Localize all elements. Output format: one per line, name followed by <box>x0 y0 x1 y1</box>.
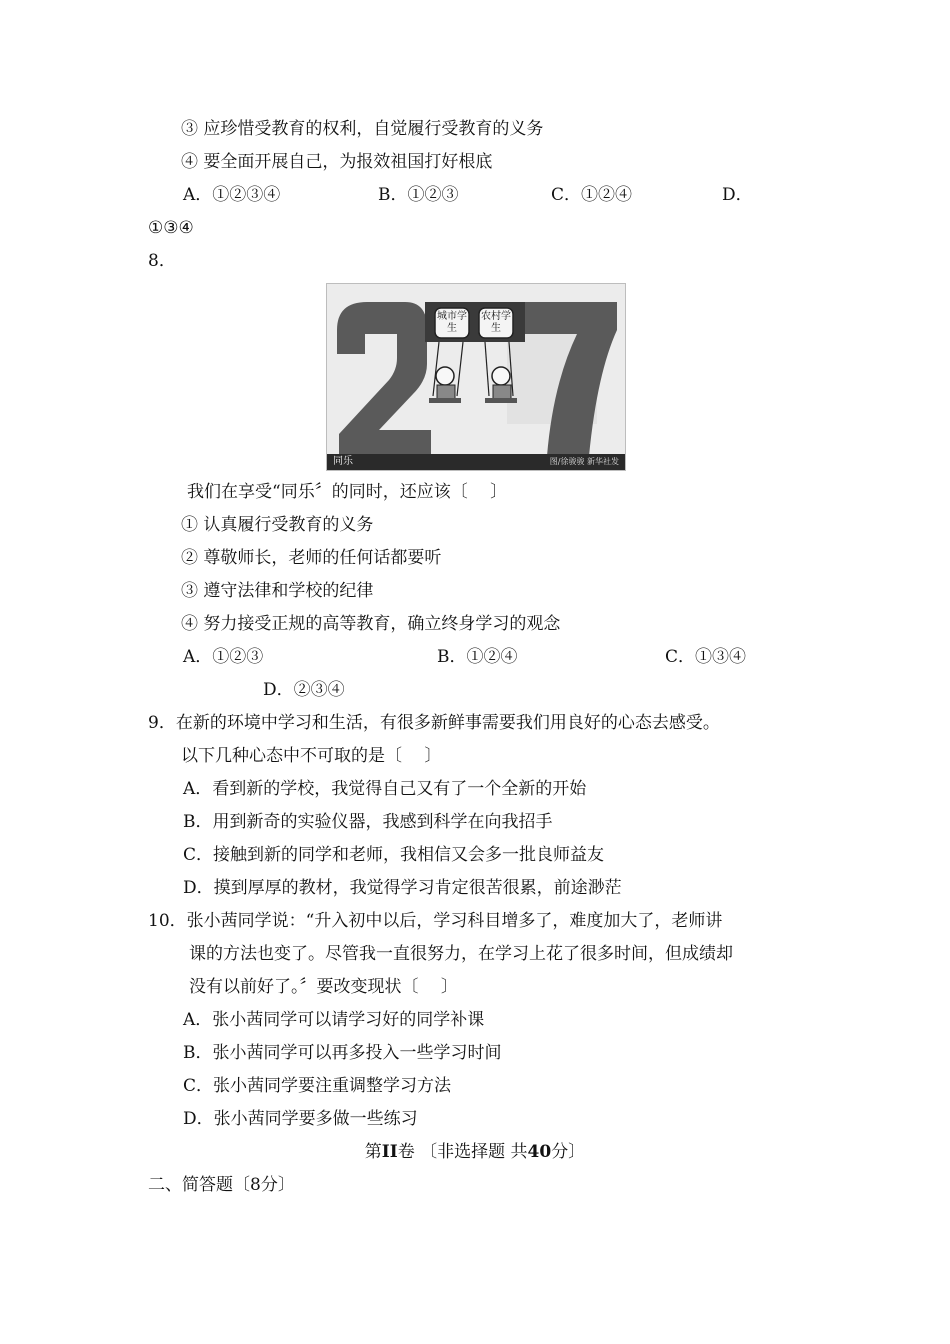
section-2-pre: 第 <box>364 1142 382 1162</box>
q9-option-c: C．接触到新的同学和老师，我相信又会多一批良师益友 <box>183 845 605 865</box>
q10-option-b: B．张小茜同学可以再多投入一些学习时间 <box>183 1043 502 1063</box>
section-2-post: 分〕 <box>551 1142 586 1162</box>
q10-stem-line-2: 课的方法也变了。尽管我一直很努力，在学习上花了很多时间，但成绩却 <box>189 944 733 964</box>
section-2-heading <box>0 1140 950 1164</box>
cartoon-credit: 图/徐骏骏 新华社发 <box>549 457 619 466</box>
section-2-score: 40 <box>527 1142 552 1162</box>
q10-option-a: A．张小茜同学可以请学习好的同学补课 <box>183 1010 485 1030</box>
q8-cartoon-image <box>326 283 626 471</box>
part-2-heading: 二、简答题〔8分〕 <box>148 1175 295 1195</box>
q8-item-1: ① 认真履行受教育的义务 <box>181 515 374 535</box>
q9-stem-line-1: 9．在新的环境中学习和生活，有很多新鲜事需要我们用良好的心态去感受。 <box>148 713 720 733</box>
q9-option-b: B．用到新奇的实验仪器，我感到科学在向我招手 <box>183 812 553 832</box>
q7-option-d-label: D． <box>722 185 753 205</box>
q10-option-c: C．张小茜同学要注重调整学习方法 <box>183 1076 452 1096</box>
q9-stem-line-2: 以下几种心态中不可取的是〔 〕 <box>181 746 442 766</box>
cartoon-sign-rural-students: 农村学生 <box>481 311 511 334</box>
q10-option-d: D．张小茜同学要多做一些练习 <box>183 1109 418 1129</box>
cartoon-caption: 同乐 <box>333 456 353 467</box>
q7-item-3: ③ 应珍惜受教育的权利，自觉履行受教育的义务 <box>181 119 544 139</box>
q8-option-b: B．①②④ <box>437 647 518 667</box>
section-2-roman: II <box>381 1142 398 1162</box>
q7-option-b: B．①②③ <box>378 185 459 205</box>
section-2-mid: 卷 〔非选择题 共 <box>397 1142 528 1162</box>
q8-number: 8． <box>148 251 176 271</box>
cartoon-sign-city-students: 城市学生 <box>437 311 467 334</box>
q8-option-d: D．②③④ <box>263 680 345 700</box>
q8-option-a: A．①②③ <box>183 647 264 667</box>
q9-option-a: A．看到新的学校，我觉得自己又有了一个全新的开始 <box>183 779 587 799</box>
q7-option-a: A．①②③④ <box>183 185 281 205</box>
q8-item-2: ② 尊敬师长，老师的任何话都要听 <box>181 548 442 568</box>
q9-option-d: D．摸到厚厚的教材，我觉得学习肯定很苦很累，前途渺茫 <box>183 878 622 898</box>
q7-option-c: C．①②④ <box>551 185 633 205</box>
q8-option-c: C．①③④ <box>665 647 747 667</box>
q10-stem-line-1: 10．张小茜同学说：“升入初中以后，学习科目增多了，难度加大了，老师讲 <box>148 911 723 931</box>
q10-stem-line-3: 没有以前好了。〞要改变现状〔 〕 <box>189 977 458 997</box>
q7-option-d-value: ①③④ <box>148 218 194 238</box>
q8-stem: 我们在享受“同乐〞的同时，还应该〔 〕 <box>187 482 508 502</box>
q8-item-3: ③ 遵守法律和学校的纪律 <box>181 581 374 601</box>
q8-item-4: ④ 努力接受正规的高等教育，确立终身学习的观念 <box>181 614 561 634</box>
q7-item-4: ④ 要全面开展自己，为报效祖国打好根底 <box>181 152 493 172</box>
